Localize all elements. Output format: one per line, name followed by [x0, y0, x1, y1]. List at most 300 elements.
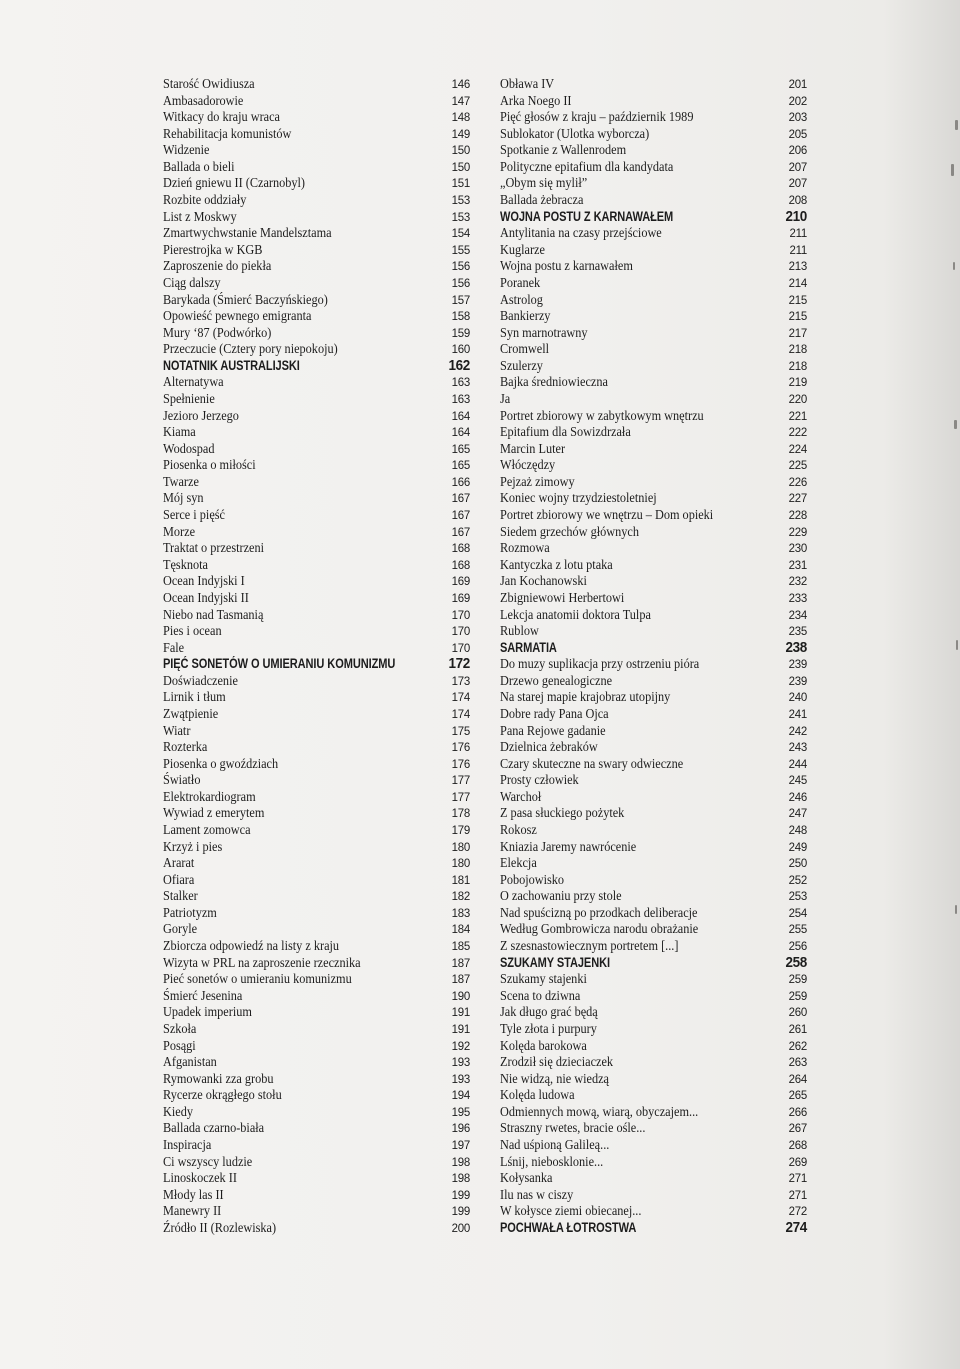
entry-title: Witkacy do kraju wraca [163, 109, 280, 125]
toc-entry [500, 275, 807, 292]
entry-title: Tęsknota [163, 556, 208, 572]
toc-entry [500, 1071, 807, 1088]
entry-title: Doświadczenie [163, 672, 238, 688]
toc-entry [500, 921, 807, 938]
page-number: 241 [788, 706, 807, 721]
toc-entry [500, 441, 807, 458]
entry-title: Inspiracja [163, 1137, 212, 1152]
page-number: 165 [451, 441, 470, 456]
entry-title: Patriotyzm [163, 904, 217, 920]
entry-title: Piosenka o miłości [163, 457, 256, 473]
page-number: 185 [451, 939, 470, 954]
entry-title: Lśnij, niebosklonie... [500, 1153, 604, 1169]
page-number: 239 [788, 673, 807, 688]
entry-title: Poranek [500, 274, 541, 290]
page-number: 244 [788, 756, 807, 771]
page-number: 215 [788, 309, 807, 324]
page-number: 259 [788, 988, 807, 1003]
entry-title: Kołysanka [500, 1170, 553, 1186]
toc-entry [163, 175, 470, 192]
toc-entry [500, 723, 807, 740]
toc-entry [163, 1203, 470, 1220]
entry-title: Niebo nad Tasmanią [163, 606, 264, 622]
page-number: 235 [788, 624, 807, 639]
toc-entry [500, 358, 807, 375]
scan-edge-mark [953, 262, 955, 270]
page-number: 190 [451, 988, 470, 1003]
page-number: 198 [451, 1171, 470, 1186]
page-number: 230 [788, 541, 807, 556]
page-number: 245 [788, 773, 807, 788]
toc-entry [500, 524, 807, 541]
entry-title: Marcin Luter [500, 440, 566, 456]
page-number: 177 [451, 773, 470, 788]
toc-entry [500, 971, 807, 988]
page-number: 158 [451, 309, 470, 324]
toc-entry [163, 623, 470, 640]
page-number: 195 [451, 1104, 470, 1119]
toc-entry [163, 424, 470, 441]
toc-entry [163, 474, 470, 491]
page-number: 177 [451, 789, 470, 804]
toc-section-heading [500, 209, 807, 226]
toc-entry [163, 341, 470, 358]
page-number: 259 [788, 972, 807, 987]
page-number: 200 [451, 1220, 470, 1235]
toc-entry [163, 839, 470, 856]
page-number: 220 [788, 391, 807, 406]
entry-title: Pobojowisko [500, 871, 565, 887]
entry-title: Piosenka o gwoździach [163, 755, 279, 771]
toc-section-heading [163, 358, 470, 375]
toc-entry [500, 573, 807, 590]
page-number: 178 [451, 806, 470, 821]
toc-entry [500, 1021, 807, 1038]
toc-entry [163, 225, 470, 242]
page-number: 182 [451, 889, 470, 904]
entry-title: Fale [163, 639, 185, 655]
entry-title: O zachowaniu przy stole [500, 888, 622, 904]
page-number: 210 [785, 208, 807, 225]
toc-entry [500, 590, 807, 607]
page-number: 191 [451, 1021, 470, 1036]
toc-entry [163, 1170, 470, 1187]
entry-title: Barykada (Śmierć Baczyńskiego) [163, 291, 328, 307]
entry-title: Mój syn [163, 490, 204, 506]
entry-title: „Obym się mylił” [500, 175, 588, 191]
entry-title: Kantyczka z lotu ptaka [500, 556, 613, 572]
entry-title: Posągi [163, 1037, 196, 1053]
toc-entry [163, 689, 470, 706]
entry-title: Starość Owidiusza [163, 76, 255, 91]
entry-title: Rehabilitacja komunistów [163, 125, 292, 141]
toc-entry [163, 93, 470, 110]
entry-title: Spełnienie [163, 390, 215, 406]
toc-entry [500, 408, 807, 425]
toc-entry [500, 689, 807, 706]
toc-entry [163, 374, 470, 391]
page-number: 268 [788, 1138, 807, 1152]
section-title: NOTATNIK AUSTRALIJSKI [163, 357, 300, 373]
entry-title: Straszny rwetes, bracie ośle... [500, 1120, 646, 1136]
entry-title: Kiedy [163, 1103, 193, 1119]
page-number: 263 [788, 1055, 807, 1070]
entry-title: Ci wszyscy ludzie [163, 1153, 253, 1169]
toc-right-column [500, 76, 807, 1236]
page-number: 232 [788, 574, 807, 589]
page-number: 153 [451, 193, 470, 208]
entry-title: Koniec wojny trzydziestoletniej [500, 490, 657, 506]
page-number: 254 [788, 905, 807, 920]
page-number: 167 [451, 491, 470, 506]
entry-title: Jan Kochanowski [500, 573, 587, 589]
entry-title: Ocean Indyjski I [163, 573, 245, 589]
page-number: 253 [788, 889, 807, 904]
page-number: 180 [451, 839, 470, 854]
toc-entry [163, 888, 470, 905]
toc-section-heading [500, 1220, 807, 1237]
page-number: 213 [788, 259, 807, 274]
toc-entry [163, 1120, 470, 1137]
toc-entry [500, 822, 807, 839]
page-number: 227 [788, 491, 807, 506]
toc-entry [163, 971, 470, 988]
page-number: 169 [451, 574, 470, 589]
page-number: 211 [789, 242, 807, 257]
page-number: 206 [788, 143, 807, 158]
toc-entry [163, 673, 470, 690]
toc-entry [500, 888, 807, 905]
toc-entry [500, 673, 807, 690]
page-number: 221 [788, 408, 807, 423]
toc-entry [163, 921, 470, 938]
page-number: 165 [451, 458, 470, 473]
page-number: 176 [451, 756, 470, 771]
entry-title: Opowieść pewnego emigranta [163, 308, 312, 324]
toc-entry [500, 1054, 807, 1071]
entry-title: Z pasa słuckiego pożytek [500, 805, 625, 821]
toc-entry [500, 988, 807, 1005]
page-number: 197 [451, 1138, 470, 1152]
toc-entry [500, 1203, 807, 1220]
entry-title: Elekcja [500, 855, 537, 871]
entry-title: Upadek imperium [163, 1004, 252, 1020]
page-number: 170 [451, 624, 470, 639]
section-title: SARMATIA [500, 639, 557, 655]
toc-entry [500, 391, 807, 408]
toc-entry [163, 1054, 470, 1071]
entry-title: Ja [500, 390, 511, 406]
page-number: 150 [451, 159, 470, 174]
entry-title: Dobre rady Pana Ojca [500, 705, 609, 721]
entry-title: Zmartwychwstanie Mandelsztama [163, 225, 332, 241]
scan-edge-mark [955, 120, 958, 130]
toc-entry [163, 524, 470, 541]
toc-entry [500, 192, 807, 209]
entry-title: Rymowanki zza grobu [163, 1070, 274, 1086]
toc-entry [500, 656, 807, 673]
page-number: 179 [451, 823, 470, 838]
entry-title: Młody las II [163, 1186, 224, 1202]
entry-title: Śmierć Jesenina [163, 987, 243, 1003]
section-title: SZUKAMY STAJENKI [500, 954, 611, 970]
toc-entry [163, 292, 470, 309]
toc-entry [500, 839, 807, 856]
toc-entry [500, 1137, 807, 1154]
entry-title: Zwątpienie [163, 705, 219, 721]
page-number: 149 [451, 126, 470, 141]
page-number: 267 [788, 1121, 807, 1136]
entry-title: Zaproszenie do piekła [163, 258, 272, 274]
entry-title: Lirnik i tłum [163, 689, 226, 705]
entry-title: Ilu nas w ciszy [500, 1186, 574, 1202]
scan-edge-mark [951, 164, 954, 176]
toc-entry [500, 1004, 807, 1021]
page-number: 222 [788, 425, 807, 440]
toc-entry [163, 258, 470, 275]
toc-entry [163, 540, 470, 557]
toc-entry [500, 756, 807, 773]
toc-entry [163, 855, 470, 872]
entry-title: Jak długo grać będą [500, 1004, 598, 1020]
page-number: 169 [451, 590, 470, 605]
entry-title: Ofiara [163, 871, 195, 887]
entry-title: Astrolog [500, 291, 543, 307]
page-number: 224 [788, 441, 807, 456]
entry-title: Lekcja anatomii doktora Tulpa [500, 606, 651, 622]
entry-title: Polityczne epitafium dla kandydata [500, 158, 674, 174]
entry-title: Ballada o bieli [163, 158, 235, 174]
entry-title: Ballada czarno-biała [163, 1120, 265, 1136]
page-number: 183 [451, 905, 470, 920]
entry-title: Ararat [163, 855, 195, 871]
entry-title: Prosty człowiek [500, 772, 579, 788]
toc-entry [163, 391, 470, 408]
page-number: 146 [451, 77, 470, 91]
toc-entry [163, 192, 470, 209]
page-number: 271 [788, 1171, 807, 1186]
page-number: 163 [451, 391, 470, 406]
toc-entry [500, 805, 807, 822]
toc-entry [163, 557, 470, 574]
entry-title: Alternatywa [163, 374, 224, 390]
entry-title: Kiama [163, 424, 196, 440]
page-number: 218 [788, 342, 807, 357]
toc-entry [163, 126, 470, 143]
page-number: 164 [451, 408, 470, 423]
entry-title: Portret zbiorowy w zabytkowym wnętrzu [500, 407, 704, 423]
toc-entry [163, 1021, 470, 1038]
toc-entry [163, 325, 470, 342]
toc-entry [163, 1137, 470, 1154]
toc-section-heading [500, 640, 807, 657]
page-number: 148 [451, 110, 470, 125]
entry-title: Mury ‘87 (Podwórko) [163, 324, 272, 340]
entry-title: Kolęda ludowa [500, 1087, 575, 1103]
toc-entry [500, 1038, 807, 1055]
toc-entry [163, 756, 470, 773]
page-number: 199 [451, 1204, 470, 1219]
entry-title: Rozbite oddziały [163, 192, 247, 208]
page-number: 170 [451, 607, 470, 622]
page-number: 191 [451, 1005, 470, 1020]
toc-entry [163, 938, 470, 955]
entry-title: Włóczędzy [500, 457, 556, 473]
page-number: 225 [788, 458, 807, 473]
page-number: 202 [788, 93, 807, 108]
page-number: 256 [788, 939, 807, 954]
page-number: 167 [451, 524, 470, 539]
toc-entry [500, 374, 807, 391]
entry-title: Elektrokardiogram [163, 788, 256, 804]
toc-entry [500, 258, 807, 275]
toc-entry [163, 1187, 470, 1204]
toc-entry [500, 1087, 807, 1104]
page-number: 248 [788, 823, 807, 838]
entry-title: Pieć sonetów o umieraniu komunizmu [163, 971, 352, 987]
toc-entry [163, 408, 470, 425]
page-number: 266 [788, 1104, 807, 1119]
entry-title: Syn marnotrawny [500, 324, 588, 340]
toc-entry [500, 126, 807, 143]
entry-title: Siedem grzechów głównych [500, 523, 639, 539]
page-number: 187 [451, 955, 470, 970]
entry-title: Drzewo genealogiczne [500, 672, 613, 688]
page-number: 167 [451, 508, 470, 523]
entry-title: Zrodził się dzieciaczek [500, 1054, 614, 1070]
toc-entry [500, 325, 807, 342]
toc-entry [163, 507, 470, 524]
toc-entry [163, 76, 470, 93]
page-number: 174 [451, 706, 470, 721]
scan-edge-mark [954, 420, 957, 429]
page-number: 184 [451, 922, 470, 937]
entry-title: Pięć głosów z kraju – październik 1989 [500, 109, 694, 125]
page-number: 196 [451, 1121, 470, 1136]
toc-entry [163, 441, 470, 458]
entry-title: Do muzy suplikacja przy ostrzeniu pióra [500, 656, 700, 672]
page-number: 176 [451, 740, 470, 755]
entry-title: Wiatr [163, 722, 191, 738]
toc-entry [163, 640, 470, 657]
entry-title: Kolęda barokowa [500, 1037, 587, 1053]
scan-edge-mark [956, 640, 958, 650]
entry-title: Rokosz [500, 822, 537, 838]
toc-entry [500, 855, 807, 872]
entry-title: List z Moskwy [163, 208, 237, 224]
page-number: 272 [788, 1204, 807, 1219]
page-number: 215 [788, 292, 807, 307]
page-number: 274 [785, 1219, 807, 1236]
page-number: 247 [788, 806, 807, 821]
entry-title: Kuglarze [500, 241, 545, 257]
toc-entry [163, 109, 470, 126]
entry-title: Stalker [163, 888, 198, 904]
page-number: 219 [788, 375, 807, 390]
entry-title: Linoskoczek II [163, 1170, 237, 1186]
page-number: 246 [788, 789, 807, 804]
page-number: 229 [788, 524, 807, 539]
entry-title: Cromwell [500, 341, 550, 357]
toc-entry [163, 988, 470, 1005]
entry-title: Goryle [163, 921, 198, 937]
page-number: 271 [788, 1187, 807, 1202]
entry-title: Krzyż i pies [163, 838, 223, 854]
page-number: 205 [788, 126, 807, 141]
entry-title: Szkoła [163, 1020, 197, 1036]
toc-entry [163, 772, 470, 789]
entry-title: Nad spuścizną po przodkach deliberacje [500, 904, 698, 920]
page-number: 193 [451, 1055, 470, 1070]
entry-title: Portret zbiorowy we wnętrzu – Dom opieki [500, 507, 714, 523]
entry-title: Pierestrojka w KGB [163, 241, 263, 257]
page-number: 147 [451, 93, 470, 108]
entry-title: Traktat o przestrzeni [163, 540, 265, 556]
page-number: 249 [788, 839, 807, 854]
toc-entry [500, 292, 807, 309]
page-number: 199 [451, 1187, 470, 1202]
page-number: 150 [451, 143, 470, 158]
entry-title: Szukamy stajenki [500, 971, 587, 987]
page-number: 156 [451, 275, 470, 290]
page-number: 214 [788, 275, 807, 290]
page-number: 153 [451, 209, 470, 224]
toc-entry [163, 490, 470, 507]
toc-entry [500, 457, 807, 474]
entry-title: Morze [163, 523, 196, 539]
toc-entry [163, 457, 470, 474]
page-number: 231 [788, 557, 807, 572]
page-number: 252 [788, 872, 807, 887]
toc-entry [500, 225, 807, 242]
page-number: 198 [451, 1154, 470, 1169]
page-number: 250 [788, 856, 807, 871]
entry-title: Rublow [500, 623, 539, 639]
toc-entry [500, 607, 807, 624]
entry-title: Na starej mapie krajobraz utopijny [500, 689, 671, 705]
toc-entry [500, 739, 807, 756]
scan-edge-mark [955, 905, 957, 914]
toc-entry [163, 159, 470, 176]
entry-title: Scena to dziwna [500, 987, 581, 1003]
toc-entry [163, 805, 470, 822]
toc-entry [163, 1038, 470, 1055]
toc-entry [163, 209, 470, 226]
page-number: 181 [451, 872, 470, 887]
page-number: 163 [451, 375, 470, 390]
toc-entry [163, 1220, 470, 1237]
toc-entry [500, 772, 807, 789]
entry-title: Dzielnica żebraków [500, 739, 598, 755]
entry-title: Jezioro Jerzego [163, 407, 239, 423]
toc-entry [500, 540, 807, 557]
page-number: 174 [451, 690, 470, 705]
toc-entry [500, 1154, 807, 1171]
toc-entry [500, 557, 807, 574]
entry-title: Przeczucie (Cztery pory niepokoju) [163, 341, 338, 357]
toc-entry [163, 723, 470, 740]
entry-title: Rozmowa [500, 540, 550, 556]
page-number: 173 [451, 673, 470, 688]
entry-title: Bankierzy [500, 308, 551, 324]
toc-entry [163, 1087, 470, 1104]
toc-entry [500, 623, 807, 640]
entry-title: Według Gombrowicza narodu obrażanie [500, 921, 699, 937]
toc-entry [500, 474, 807, 491]
page-number: 255 [788, 922, 807, 937]
toc-entry [163, 142, 470, 159]
page-number: 265 [788, 1088, 807, 1103]
